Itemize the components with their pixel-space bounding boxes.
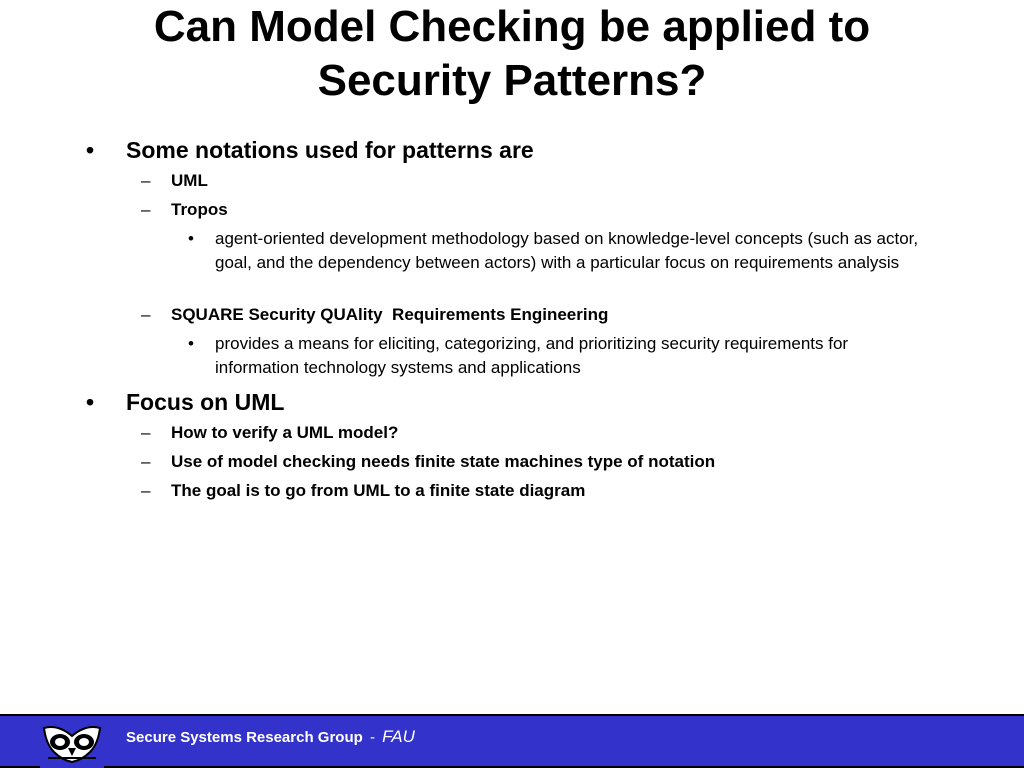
- bullet-marker: •: [188, 334, 194, 353]
- dash-marker: –: [141, 481, 151, 500]
- sub-item-text: How to verify a UML model?: [171, 423, 399, 442]
- detail-item: [188, 227, 935, 275]
- sub-item-text: Use of model checking needs finite state machines type of notation: [171, 452, 716, 471]
- slide-title-line-2: Security Patterns?: [317, 56, 707, 105]
- detail-text: provides a means for eliciting, categorizing, and prioritizing security requirements for information technology systems and applications: [215, 334, 849, 377]
- footer-university: FAU: [382, 727, 415, 746]
- sub-item: [141, 304, 609, 326]
- detail-item: [188, 332, 935, 380]
- sub-item-text: Tropos: [171, 200, 228, 219]
- sub-item-text: UML: [171, 171, 208, 190]
- sub-item-text: SQUARE Security QUAlity Requirements Engineering: [171, 305, 609, 324]
- sub-item: [141, 199, 228, 221]
- footer-separator: -: [369, 729, 375, 746]
- bullet-item: [86, 136, 534, 164]
- sub-item: [141, 451, 716, 473]
- bullet-text: Focus on UML: [126, 389, 285, 415]
- sub-item-text: The goal is to go from UML to a finite state diagram: [171, 481, 586, 500]
- bullet-marker: •: [86, 137, 95, 163]
- bullet-marker: •: [188, 229, 194, 248]
- detail-text: agent-oriented development methodology based on knowledge-level concepts (such as actor, goal, and the dependency between actors) with a particular focus on requirements analysis: [215, 229, 919, 272]
- bullet-marker: •: [86, 389, 95, 415]
- sub-item: [141, 170, 208, 192]
- slide-title-line-1: Can Model Checking be applied to: [153, 2, 871, 51]
- dash-marker: –: [141, 305, 151, 324]
- dash-marker: –: [141, 423, 151, 442]
- slide-footer: [0, 714, 1024, 768]
- footer-org: Secure Systems Research Group: [126, 729, 363, 746]
- footer-label: [126, 727, 415, 747]
- dash-marker: –: [141, 171, 151, 190]
- bullet-text: Some notations used for patterns are: [126, 137, 534, 163]
- sub-item: [141, 480, 586, 502]
- dash-marker: –: [141, 200, 151, 219]
- slide-title: [0, 0, 1024, 108]
- dash-marker: –: [141, 452, 151, 471]
- owl-logo-icon: [40, 722, 104, 768]
- bullet-item: [86, 388, 285, 416]
- sub-item: [141, 422, 399, 444]
